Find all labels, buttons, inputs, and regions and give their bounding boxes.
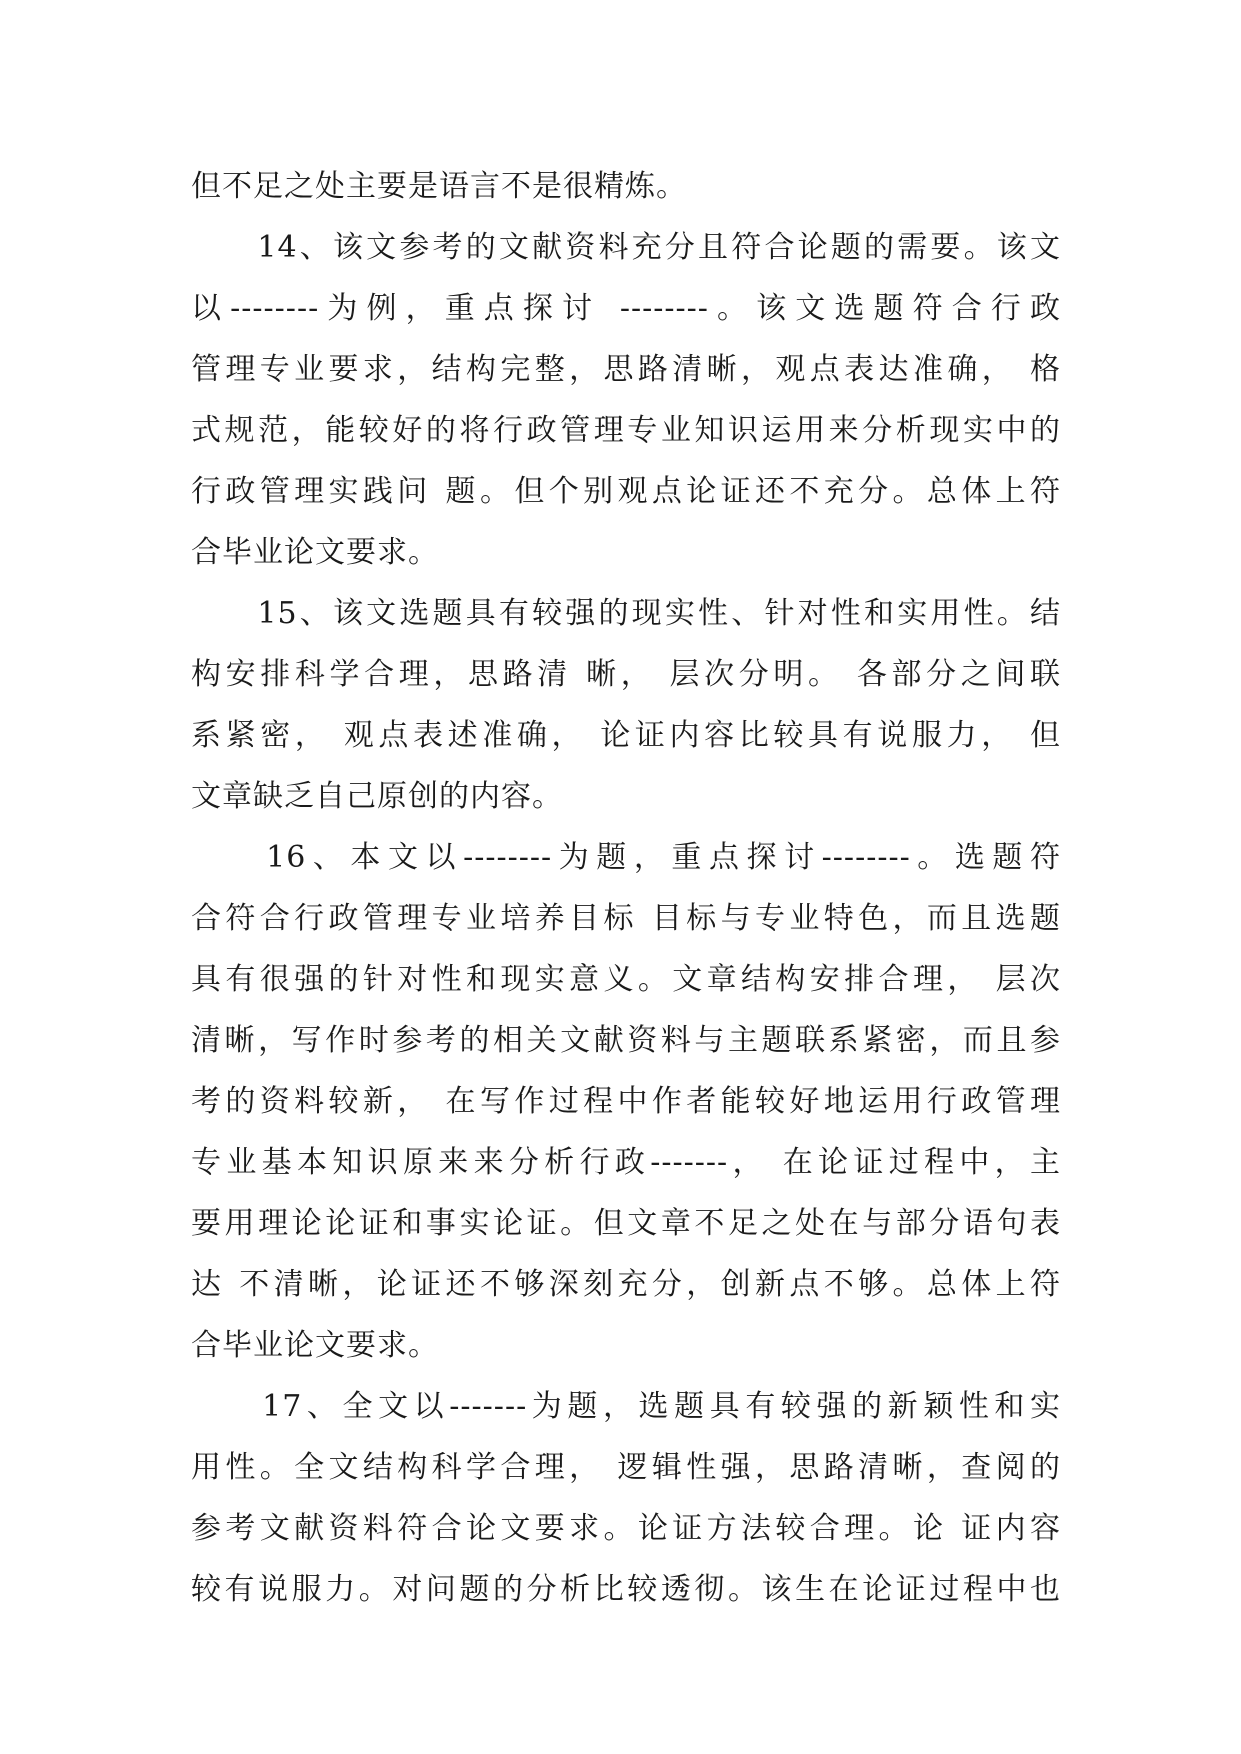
text-line: 但不足之处主要是语言不是很精炼。 xyxy=(191,169,687,204)
text-line: 15、该文选题具有较强的现实性、针对性和实用性。结 xyxy=(191,596,1061,631)
text-line: 文章缺乏自己原创的内容。 xyxy=(191,779,563,814)
text-line: 合毕业论文要求。 xyxy=(191,535,439,570)
text-line: 用性。全文结构科学合理， 逻辑性强，思路清晰，查阅的 xyxy=(191,1450,1061,1485)
text-line: 16、本文以--------为题，重点探讨--------。选题符 xyxy=(191,840,1061,875)
text-line: 管理专业要求，结构完整，思路清晰，观点表达准确， 格 xyxy=(191,352,1061,387)
text-line: 专业基本知识原来来分析行政-------， 在论证过程中，主 xyxy=(191,1145,1061,1180)
text-line: 合符合行政管理专业培养目标 目标与专业特色，而且选题 xyxy=(191,901,1061,936)
text-line: 合毕业论文要求。 xyxy=(191,1328,439,1363)
text-line: 行政管理实践问 题。但个别观点论证还不充分。总体上符 xyxy=(191,474,1061,509)
text-line: 具有很强的针对性和现实意义。文章结构安排合理， 层次 xyxy=(191,962,1061,997)
text-line: 考的资料较新， 在写作过程中作者能较好地运用行政管理 xyxy=(191,1084,1061,1119)
text-line: 达 不清晰，论证还不够深刻充分，创新点不够。总体上符 xyxy=(191,1267,1061,1302)
text-line: 构安排科学合理，思路清 晰， 层次分明。 各部分之间联 xyxy=(191,657,1061,692)
text-line: 以--------为例，重点探讨 --------。该文选题符合行政 xyxy=(191,291,1061,326)
document-body xyxy=(191,156,1061,1620)
text-line: 清晰，写作时参考的相关文献资料与主题联系紧密，而且参 xyxy=(191,1023,1061,1058)
text-line: 14、该文参考的文献资料充分且符合论题的需要。该文 xyxy=(191,230,1061,265)
text-line: 较有说服力。对问题的分析比较透彻。该生在论证过程中也 xyxy=(191,1572,1061,1607)
text-line: 参考文献资料符合论文要求。论证方法较合理。论 证内容 xyxy=(191,1511,1061,1546)
text-line: 系紧密， 观点表述准确， 论证内容比较具有说服力， 但 xyxy=(191,718,1061,753)
text-line: 式规范，能较好的将行政管理专业知识运用来分析现实中的 xyxy=(191,413,1061,448)
text-line: 17、全文以-------为题，选题具有较强的新颖性和实 xyxy=(191,1389,1061,1424)
text-line: 要用理论论证和事实论证。但文章不足之处在与部分语句表 xyxy=(191,1206,1061,1241)
